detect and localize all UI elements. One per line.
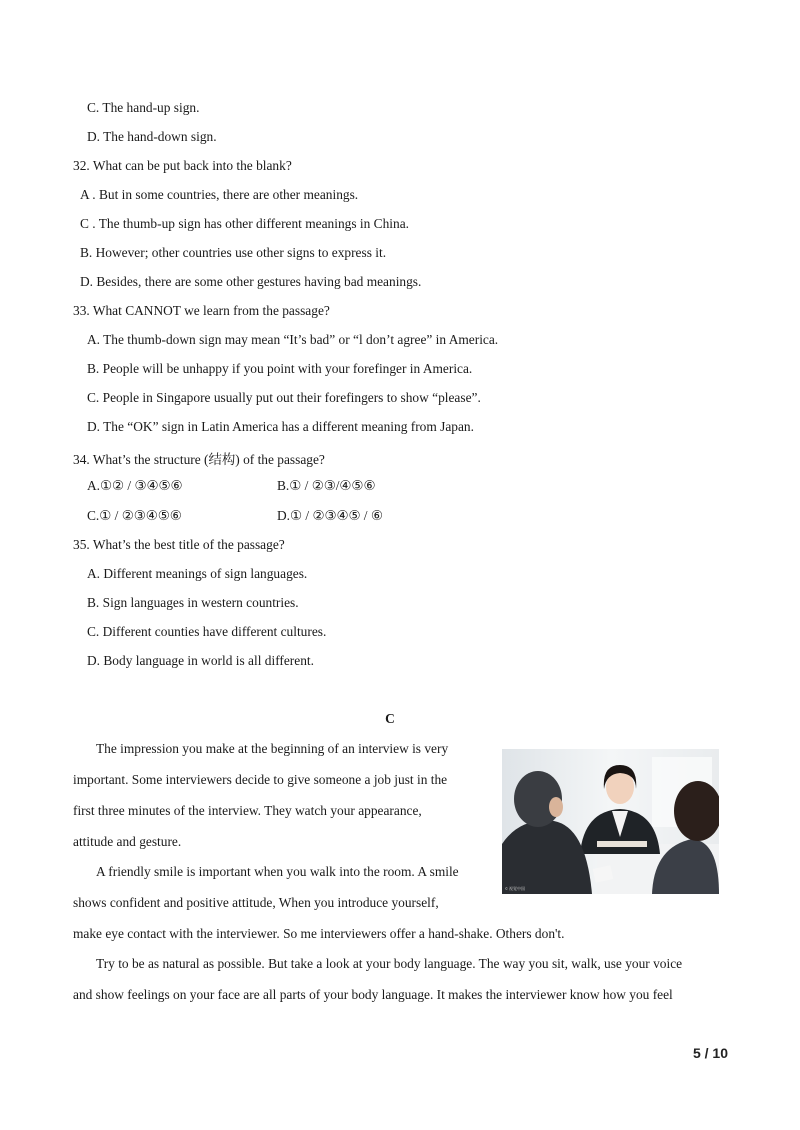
page-number: 5 / 10 [692,1045,728,1061]
q31-option-c: C. The hand-up sign. [87,100,200,115]
q32-option-3: B. However; other countries use other signs to express it. [80,245,387,260]
q32-option-1: A . But in some countries, there are other meanings. [80,187,359,202]
q35-option-c: C. Different counties have different cultures. [87,624,327,639]
passage-c-line-1: The impression you make at the beginning of an interview is very [96,741,449,756]
photo-watermark: © 视觉中国 [505,886,526,891]
q34-option-a: A.①② / ③④⑤⑥ [87,478,183,493]
q34-option-b: B.① / ②③/④⑤⑥ [277,478,376,493]
q35-option-a: A. Different meanings of sign languages. [87,566,308,581]
q33-question: 33. What CANNOT we learn from the passage? [73,303,330,318]
passage-c-line-3: first three minutes of the interview. They watch your appearance, [73,803,422,818]
passage-c-line-4: attitude and gesture. [73,834,182,849]
q34-question: 34. What’s the structure (结构) of the passage? [73,452,325,467]
q32-option-2: C . The thumb-up sign has other different meanings in China. [80,216,410,231]
q34-option-d: D.① / ②③④⑤ / ⑥ [277,508,383,523]
q32-option-4: D. Besides, there are some other gestures having bad meanings. [80,274,422,289]
passage-c-line-5: A friendly smile is important when you walk into the room. A smile [96,864,459,879]
q31-option-d: D. The hand-down sign. [87,129,217,144]
passage-c-line-8: Try to be as natural as possible. But take a look at your body language. The way you sit, walk, use your voice [96,956,683,971]
passage-c-line-7: make eye contact with the interviewer. So me interviewers offer a hand-shake. Others don't. [73,926,565,941]
q35-option-d: D. Body language in world is all different. [87,653,314,668]
q34-option-c: C.① / ②③④⑤⑥ [87,508,182,523]
passage-c-title: C [385,711,395,726]
q33-option-c: C. People in Singapore usually put out their forefingers to show “please”. [87,390,481,405]
q32-question: 32. What can be put back into the blank? [73,158,292,173]
q33-option-a: A. The thumb-down sign may mean “It’s bad” or “l don’t agree” in America. [87,332,499,347]
q33-option-b: B. People will be unhappy if you point with your forefinger in America. [87,361,473,376]
passage-c-line-9: and show feelings on your face are all parts of your body language. It makes the interviewer know how you feel [73,987,673,1002]
passage-c-line-6: shows confident and positive attitude, When you introduce yourself, [73,895,439,910]
q35-option-b: B. Sign languages in western countries. [87,595,299,610]
q33-option-d: D. The “OK” sign in Latin America has a different meaning from Japan. [87,419,474,434]
passage-c-line-2: important. Some interviewers decide to give someone a job just in the [73,772,448,787]
interview-photo [502,749,719,894]
q35-question: 35. What’s the best title of the passage? [73,537,285,552]
